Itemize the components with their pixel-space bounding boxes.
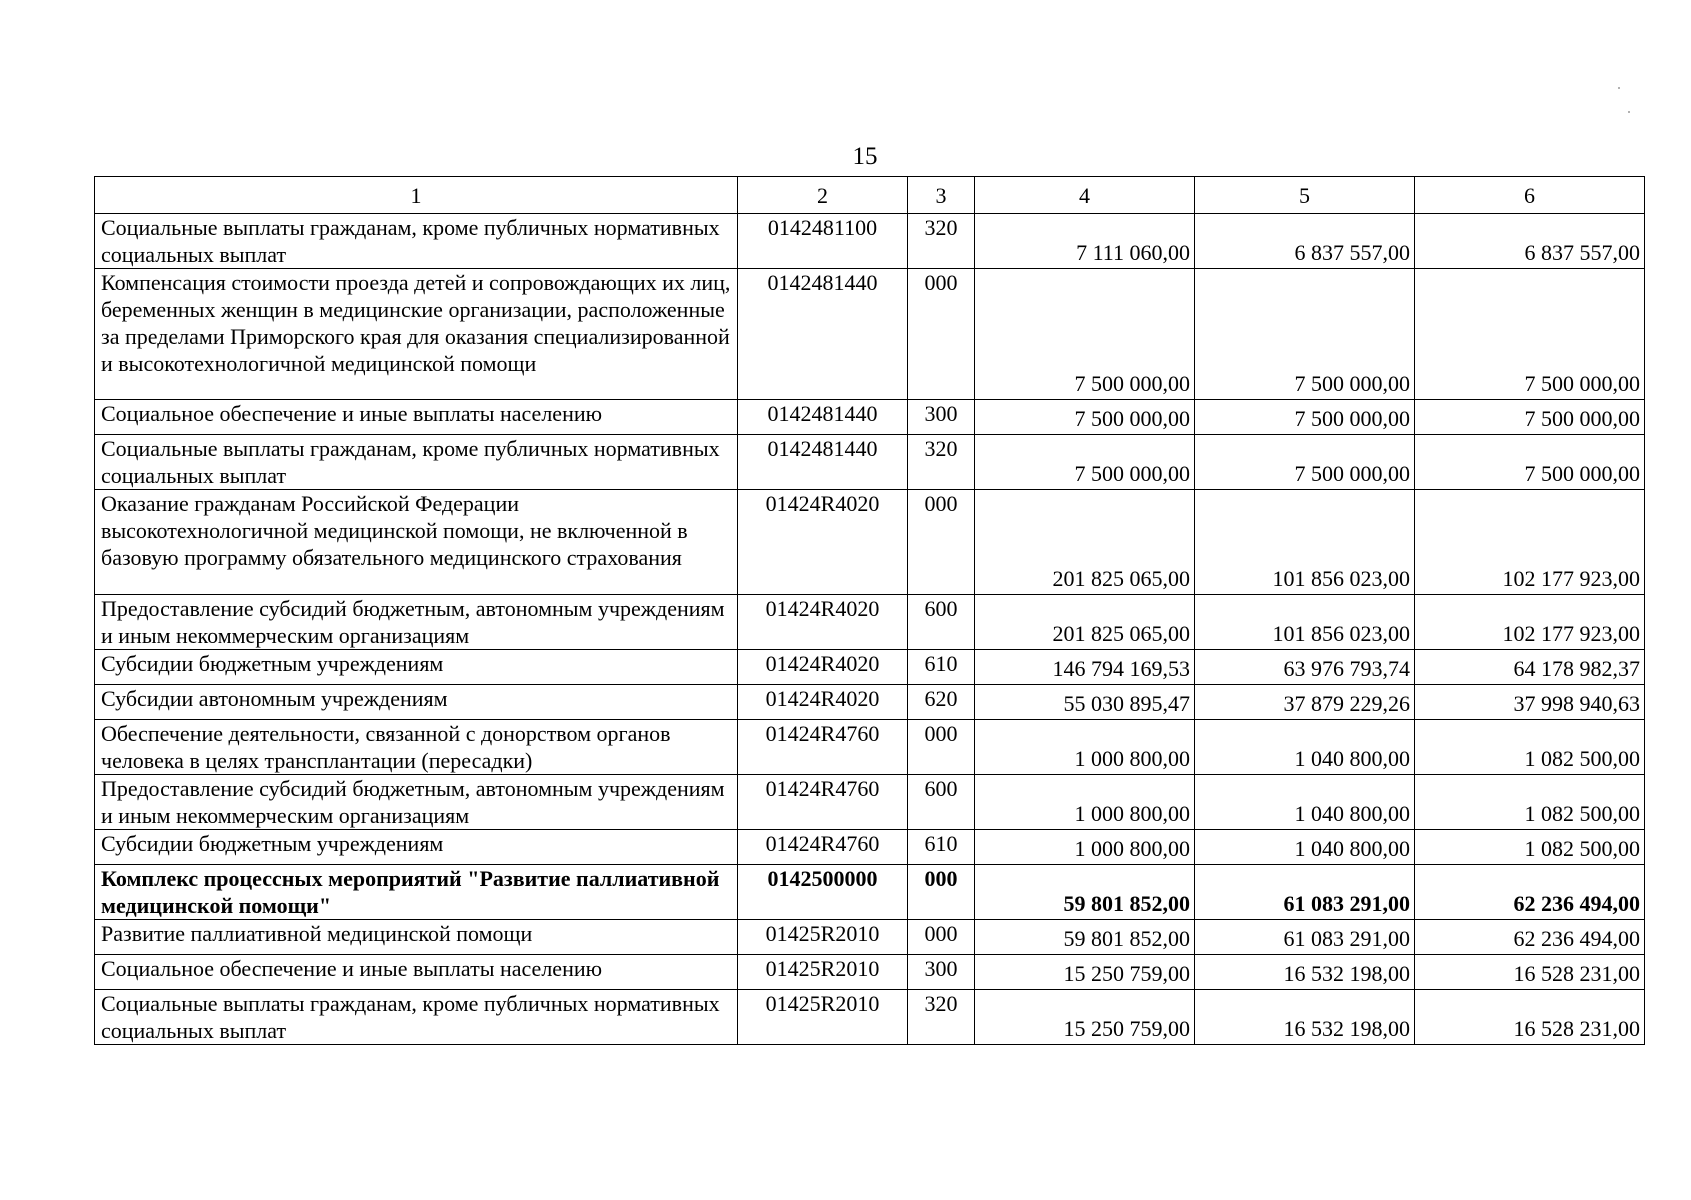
row-amount-col4: 146 794 169,53 <box>975 650 1195 685</box>
row-amount-col6: 7 500 000,00 <box>1415 269 1645 400</box>
row-code-cell: 01424R4760 <box>738 720 908 775</box>
table-row <box>95 990 1645 1045</box>
row-name-cell: Субсидии бюджетным учреждениям <box>95 830 738 865</box>
row-code-cell: 0142481100 <box>738 214 908 269</box>
row-amount-col5: 16 532 198,00 <box>1195 990 1415 1045</box>
row-kvr-cell: 000 <box>908 490 975 595</box>
row-amount-col6: 16 528 231,00 <box>1415 955 1645 990</box>
row-amount-col6: 1 082 500,00 <box>1415 775 1645 830</box>
column-header: 6 <box>1415 177 1645 214</box>
row-amount-col6: 102 177 923,00 <box>1415 490 1645 595</box>
row-amount-col6: 7 500 000,00 <box>1415 400 1645 435</box>
column-header-row <box>95 177 1645 214</box>
row-code-cell: 01424R4020 <box>738 685 908 720</box>
table-row <box>95 214 1645 269</box>
budget-table <box>94 176 1645 1045</box>
table-row <box>95 269 1645 400</box>
row-kvr-cell: 000 <box>908 720 975 775</box>
row-amount-col4: 7 500 000,00 <box>975 435 1195 490</box>
row-kvr-cell: 610 <box>908 830 975 865</box>
row-name-cell: Субсидии автономным учреждениям <box>95 685 738 720</box>
table-row <box>95 955 1645 990</box>
row-name-cell: Социальные выплаты гражданам, кроме публичных нормативных социальных выплат <box>95 435 738 490</box>
column-header: 2 <box>738 177 908 214</box>
row-name-cell: Комплекс процессных мероприятий "Развитие паллиативной медицинской помощи" <box>95 865 738 920</box>
table-row <box>95 490 1645 595</box>
row-amount-col6: 1 082 500,00 <box>1415 830 1645 865</box>
row-amount-col5: 7 500 000,00 <box>1195 400 1415 435</box>
row-amount-col5: 101 856 023,00 <box>1195 595 1415 650</box>
row-amount-col6: 16 528 231,00 <box>1415 990 1645 1045</box>
row-kvr-cell: 000 <box>908 865 975 920</box>
scan-speck <box>1618 87 1620 89</box>
row-amount-col4: 7 500 000,00 <box>975 269 1195 400</box>
row-name-cell: Компенсация стоимости проезда детей и сопровождающих их лиц, беременных женщин в медицинские организации, расположенные за пределами Приморского края для оказания специализированной и высокотехнологичной медицинской помощи <box>95 269 738 400</box>
row-kvr-cell: 620 <box>908 685 975 720</box>
row-amount-col4: 1 000 800,00 <box>975 830 1195 865</box>
row-amount-col5: 61 083 291,00 <box>1195 920 1415 955</box>
row-amount-col5: 1 040 800,00 <box>1195 830 1415 865</box>
row-amount-col6: 102 177 923,00 <box>1415 595 1645 650</box>
table-row <box>95 595 1645 650</box>
table-row <box>95 400 1645 435</box>
row-amount-col4: 1 000 800,00 <box>975 775 1195 830</box>
row-kvr-cell: 320 <box>908 214 975 269</box>
row-amount-col4: 15 250 759,00 <box>975 990 1195 1045</box>
row-code-cell: 0142481440 <box>738 400 908 435</box>
table-row <box>95 830 1645 865</box>
row-code-cell: 0142500000 <box>738 865 908 920</box>
row-code-cell: 01425R2010 <box>738 990 908 1045</box>
row-amount-col6: 6 837 557,00 <box>1415 214 1645 269</box>
row-amount-col5: 6 837 557,00 <box>1195 214 1415 269</box>
row-amount-col5: 7 500 000,00 <box>1195 269 1415 400</box>
row-amount-col4: 201 825 065,00 <box>975 595 1195 650</box>
row-amount-col5: 7 500 000,00 <box>1195 435 1415 490</box>
column-header: 4 <box>975 177 1195 214</box>
row-code-cell: 0142481440 <box>738 435 908 490</box>
row-code-cell: 01424R4760 <box>738 830 908 865</box>
table-row <box>95 920 1645 955</box>
row-code-cell: 01424R4020 <box>738 595 908 650</box>
scan-speck <box>1628 111 1630 113</box>
row-amount-col5: 1 040 800,00 <box>1195 720 1415 775</box>
row-name-cell: Социальные выплаты гражданам, кроме публичных нормативных социальных выплат <box>95 990 738 1045</box>
row-name-cell: Предоставление субсидий бюджетным, автономным учреждениям и иным некоммерческим организациям <box>95 775 738 830</box>
row-amount-col4: 7 500 000,00 <box>975 400 1195 435</box>
row-amount-col5: 16 532 198,00 <box>1195 955 1415 990</box>
row-name-cell: Социальное обеспечение и иные выплаты населению <box>95 955 738 990</box>
row-amount-col4: 55 030 895,47 <box>975 685 1195 720</box>
row-amount-col5: 101 856 023,00 <box>1195 490 1415 595</box>
table-row <box>95 720 1645 775</box>
row-kvr-cell: 600 <box>908 775 975 830</box>
row-code-cell: 01424R4020 <box>738 650 908 685</box>
row-name-cell: Субсидии бюджетным учреждениям <box>95 650 738 685</box>
table-row <box>95 685 1645 720</box>
table-row <box>95 775 1645 830</box>
row-amount-col5: 37 879 229,26 <box>1195 685 1415 720</box>
table-row <box>95 435 1645 490</box>
row-amount-col5: 61 083 291,00 <box>1195 865 1415 920</box>
table-body <box>95 177 1645 1045</box>
row-code-cell: 01425R2010 <box>738 920 908 955</box>
row-code-cell: 0142481440 <box>738 269 908 400</box>
row-amount-col6: 1 082 500,00 <box>1415 720 1645 775</box>
row-kvr-cell: 000 <box>908 920 975 955</box>
row-amount-col6: 62 236 494,00 <box>1415 865 1645 920</box>
row-kvr-cell: 600 <box>908 595 975 650</box>
page-number: 15 <box>852 143 878 170</box>
row-kvr-cell: 300 <box>908 955 975 990</box>
row-amount-col6: 64 178 982,37 <box>1415 650 1645 685</box>
row-kvr-cell: 320 <box>908 990 975 1045</box>
column-header: 1 <box>95 177 738 214</box>
row-amount-col4: 7 111 060,00 <box>975 214 1195 269</box>
row-name-cell: Социальные выплаты гражданам, кроме публичных нормативных социальных выплат <box>95 214 738 269</box>
row-name-cell: Оказание гражданам Российской Федерации высокотехнологичной медицинской помощи, не включенной в базовую программу обязательного медицинского страхования <box>95 490 738 595</box>
row-amount-col6: 37 998 940,63 <box>1415 685 1645 720</box>
table-row <box>95 650 1645 685</box>
row-amount-col4: 201 825 065,00 <box>975 490 1195 595</box>
row-amount-col4: 59 801 852,00 <box>975 920 1195 955</box>
column-header: 3 <box>908 177 975 214</box>
row-amount-col6: 7 500 000,00 <box>1415 435 1645 490</box>
table-row <box>95 865 1645 920</box>
row-amount-col5: 1 040 800,00 <box>1195 775 1415 830</box>
row-code-cell: 01424R4760 <box>738 775 908 830</box>
row-code-cell: 01425R2010 <box>738 955 908 990</box>
row-name-cell: Предоставление субсидий бюджетным, автономным учреждениям и иным некоммерческим организациям <box>95 595 738 650</box>
row-kvr-cell: 320 <box>908 435 975 490</box>
row-kvr-cell: 610 <box>908 650 975 685</box>
row-code-cell: 01424R4020 <box>738 490 908 595</box>
row-name-cell: Обеспечение деятельности, связанной с донорством органов человека в целях трансплантации (пересадки) <box>95 720 738 775</box>
row-name-cell: Развитие паллиативной медицинской помощи <box>95 920 738 955</box>
row-kvr-cell: 000 <box>908 269 975 400</box>
row-amount-col6: 62 236 494,00 <box>1415 920 1645 955</box>
row-amount-col4: 59 801 852,00 <box>975 865 1195 920</box>
row-amount-col5: 63 976 793,74 <box>1195 650 1415 685</box>
row-amount-col4: 15 250 759,00 <box>975 955 1195 990</box>
column-header: 5 <box>1195 177 1415 214</box>
row-name-cell: Социальное обеспечение и иные выплаты населению <box>95 400 738 435</box>
row-amount-col4: 1 000 800,00 <box>975 720 1195 775</box>
row-kvr-cell: 300 <box>908 400 975 435</box>
